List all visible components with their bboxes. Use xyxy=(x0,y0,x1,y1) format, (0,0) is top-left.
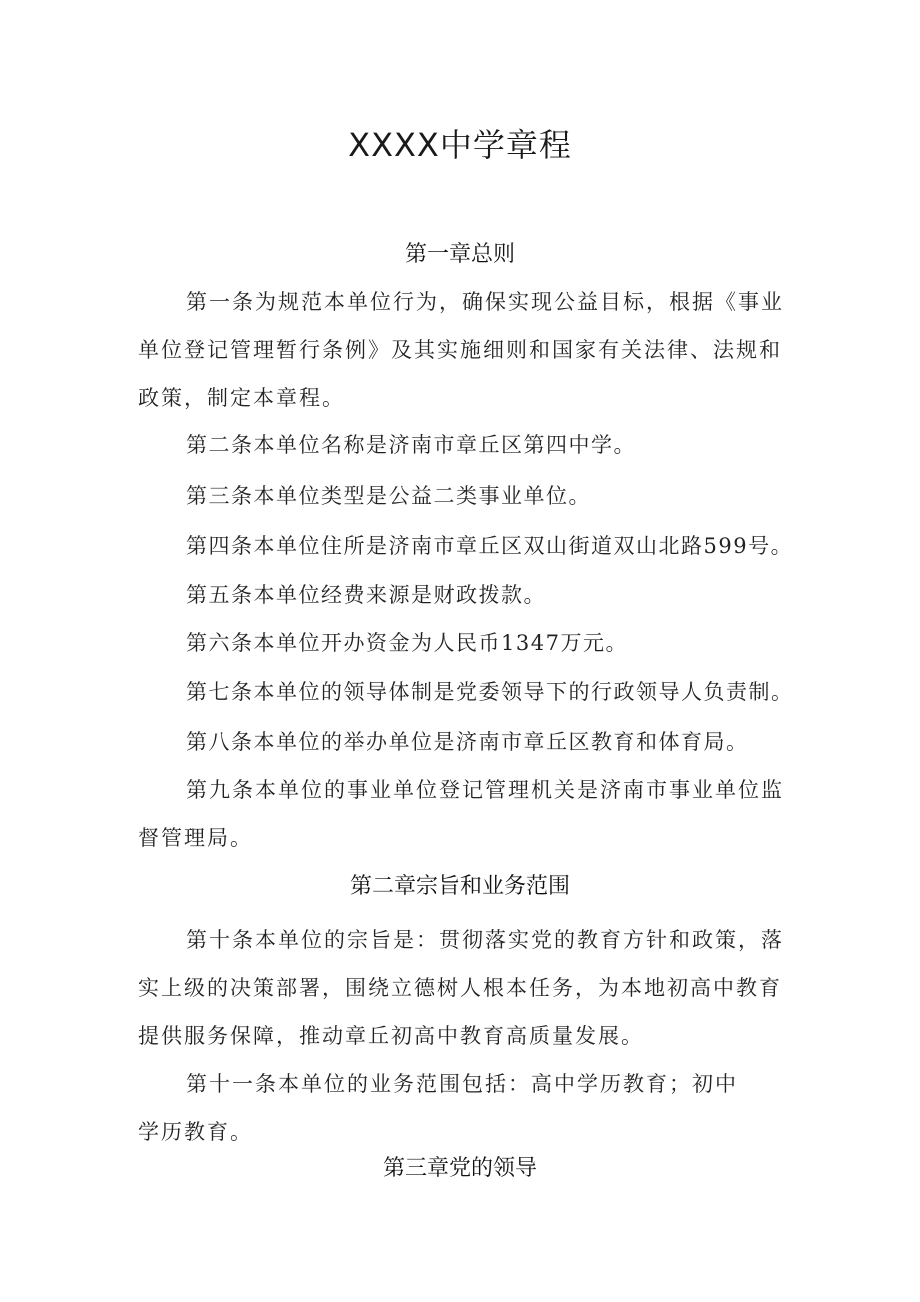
article-7: 第七条本单位的领导体制是党委领导下的行政领导人负责制。 xyxy=(186,680,794,704)
chapter-heading-3: 第三章党的领导 xyxy=(382,1156,537,1181)
article-8: 第八条本单位的举办单位是济南市章丘区教育和体育局。 xyxy=(186,730,749,754)
article-4: 第四条本单位住所是济南市章丘区双山街道双山北路599号。 xyxy=(186,534,794,558)
article-10: 第十条本单位的宗旨是：贯彻落实党的教育方针和政策，落实上级的决策部署，围绕立德树人根本任务，为本地初高中教育提供服务保障，推动章丘初高中教育高质量发展。 xyxy=(138,928,784,1048)
article-2: 第二条本单位名称是济南市章丘区第四中学。 xyxy=(186,433,636,457)
article-9: 第九条本单位的事业单位登记管理机关是济南市事业单位监督管理局。 xyxy=(138,778,784,850)
article-5: 第五条本单位经费来源是财政拨款。 xyxy=(186,583,546,607)
article-1: 第一条为规范本单位行为，确保实现公益目标，根据《事业单位登记管理暂行条例》及其实施细则和国家有关法律、法规和政策，制定本章程。 xyxy=(138,290,784,410)
article-11: 第十一条本单位的业务范围包括：高中学历教育；初中学历教育。 xyxy=(138,1072,738,1144)
document-title: XXXX中学章程 xyxy=(348,126,572,164)
chapter-heading-1: 第一章总则 xyxy=(404,242,515,267)
article-3: 第三条本单位类型是公益二类事业单位。 xyxy=(186,484,591,508)
chapter-heading-2: 第二章宗旨和业务范围 xyxy=(349,874,570,899)
article-6: 第六条本单位开办资金为人民币1347万元。 xyxy=(186,631,628,655)
